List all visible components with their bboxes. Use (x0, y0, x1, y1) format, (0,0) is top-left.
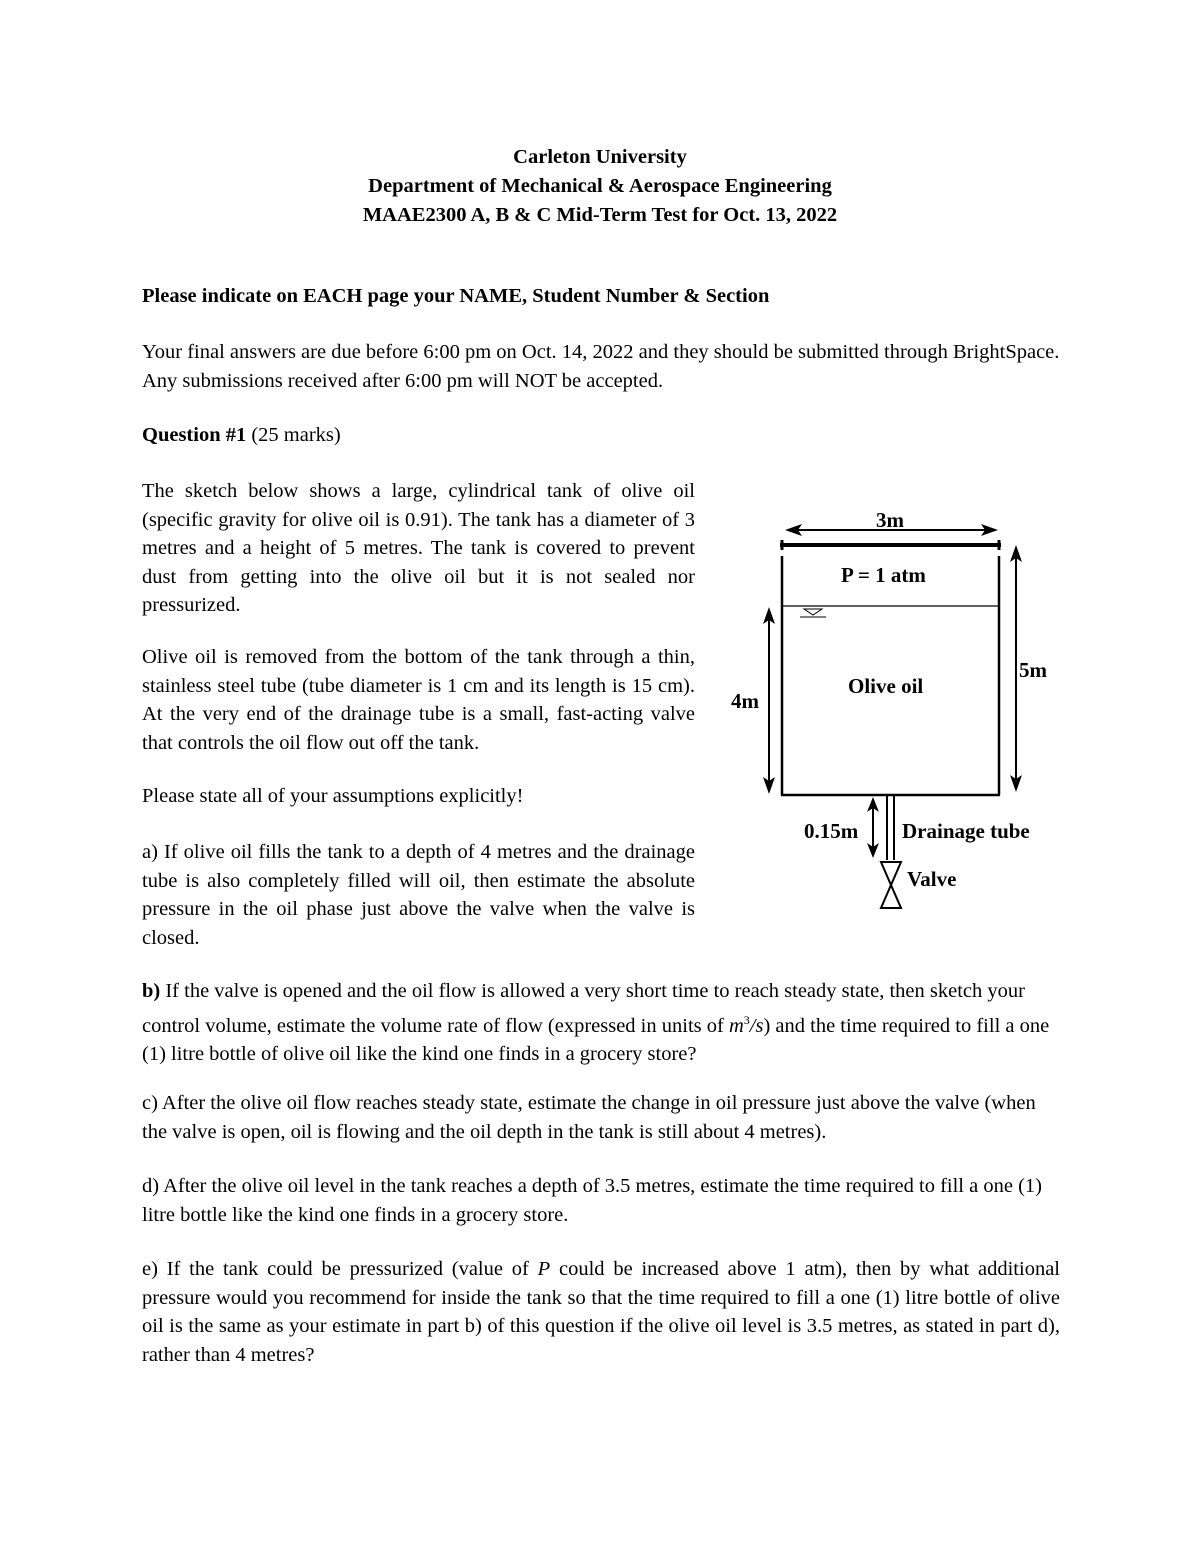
depth-arrow (763, 607, 775, 794)
question-paragraph-1: The sketch below shows a large, cylindrical tank of olive oil (specific gravity for olive oil is 0.91). The tank has a diameter of 3 metres and a height of 5 metres. The tank is covered to prevent dust from getting into the olive oil but it is not sealed nor pressurized. (142, 480, 695, 616)
part-e-text-2: could be increased above 1 atm), then by what additional pressure would you recommend for inside the tank so that the time required to fill a one (1) litre bottle of olive oil is the same as your estimate in part b) of this question if the olive oil level is 3.5 metres, as stated in part d), rather than 4 metres? (142, 1258, 1060, 1366)
question-marks: (25 marks) (246, 424, 341, 446)
part-b (142, 977, 1060, 1068)
part-a: a) If olive oil fills the tank to a depth of 4 metres and the drainage tube is also completely filled will oil, then estimate the absolute pressure in the oil phase just above the valve when the valve is closed. (142, 841, 695, 949)
tube-length-label: 0.15m (804, 819, 859, 843)
instruction-text: Please indicate on EACH page your NAME, Student Number & Section (142, 285, 770, 307)
part-e-text-1: e) If the tank could be pressurized (value of (142, 1258, 538, 1280)
depth-label: 4m (731, 689, 759, 713)
fluid-label: Olive oil (848, 674, 924, 698)
part-d: d) After the olive oil level in the tank reaches a depth of 3.5 metres, estimate the time required to fill a one (1) litre bottle like the kind one finds in a grocery store. (142, 1175, 1042, 1226)
part-e (142, 1255, 1060, 1369)
drainage-tube-label: Drainage tube (902, 819, 1030, 843)
assumptions-note: Please state all of your assumptions explicitly! (142, 785, 524, 807)
part-b-unit-m: m (728, 1014, 744, 1037)
university-name: Carleton University (513, 146, 687, 168)
pressure-label: P = 1 atm (841, 563, 926, 587)
part-e-variable: P (537, 1258, 551, 1280)
height-label: 5m (1019, 658, 1047, 682)
question-heading (142, 421, 341, 450)
part-b-text-2: ) and the time required to fill a one (1) litre bottle of olive oil like the kind one finds in a grocery store? (142, 1014, 1050, 1065)
due-notice: Your final answers are due before 6:00 pm on Oct. 14, 2022 and they should be submitted through BrightSpace. Any submissions received after 6:00 pm will NOT be accepted. (142, 341, 1060, 392)
question-paragraph-2: Olive oil is removed from the bottom of the tank through a thin, stainless steel tube (tube diameter is 1 cm and its length is 15 cm). At the very end of the drainage tube is a small, fast-acting valve that controls the oil flow out off the tank. (142, 646, 695, 754)
part-b-text-1: If the valve is opened and the oil flow is allowed a very short time to reach steady state, then sketch your control volume, estimate the volume rate of flow (expressed in units of (142, 980, 1025, 1037)
part-b-unit-s: /s (749, 1014, 764, 1037)
free-surface-icon (800, 609, 826, 617)
test-title: MAAE2300 A, B & C Mid-Term Test for Oct. 13, 2022 (362, 204, 838, 226)
diameter-label: 3m (876, 508, 904, 532)
tube-length-arrow (867, 797, 879, 858)
valve-icon (881, 862, 901, 908)
part-b-label: b) (142, 980, 161, 1002)
department-name: Department of Mechanical & Aerospace Engineering (368, 175, 832, 197)
valve-label: Valve (907, 867, 957, 891)
document-header (0, 143, 1200, 230)
part-c: c) After the olive oil flow reaches steady state, estimate the change in oil pressure just above the valve (when the valve is open, oil is flowing and the oil depth in the tank is still about 4 metres). (142, 1092, 1036, 1143)
question-title: Question #1 (142, 424, 247, 446)
part-b-unit-exponent: 3 (743, 1012, 750, 1027)
